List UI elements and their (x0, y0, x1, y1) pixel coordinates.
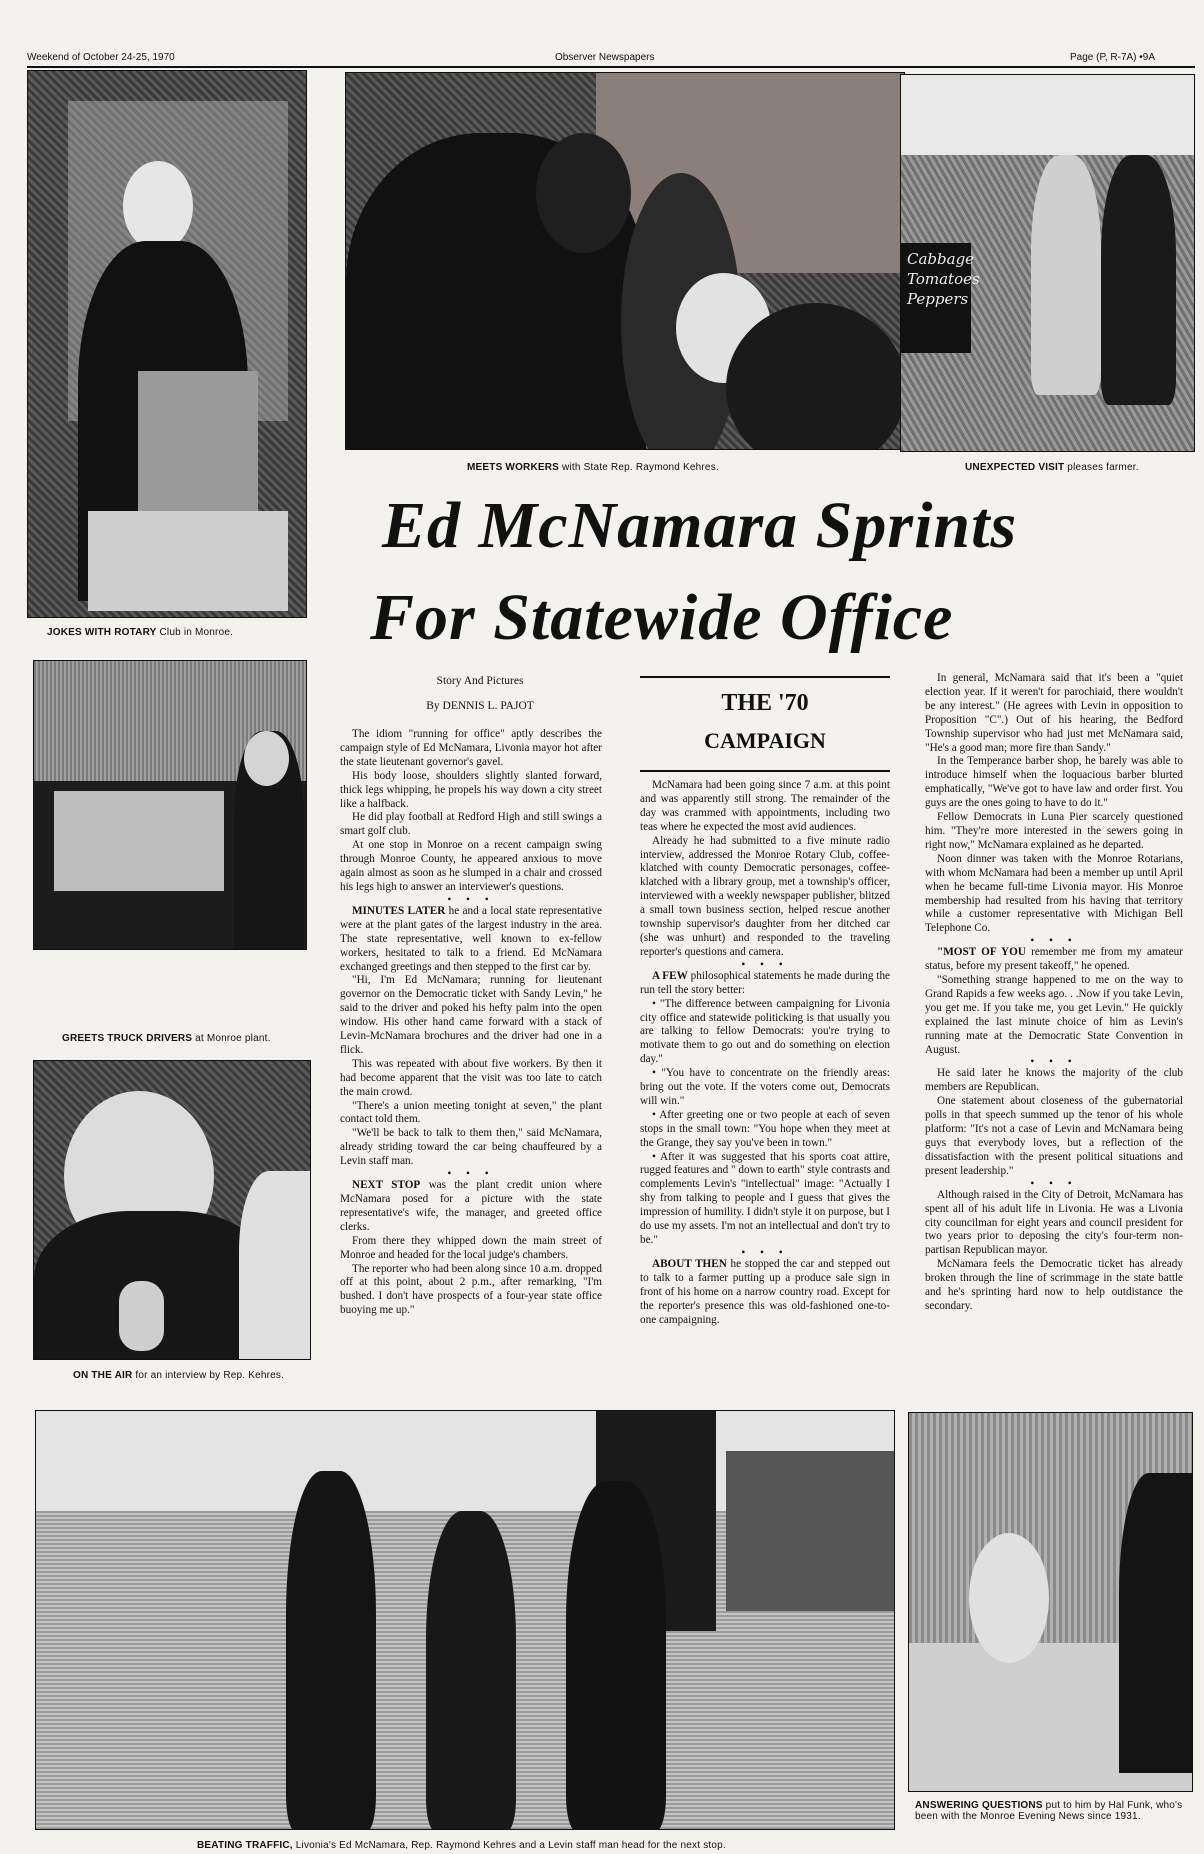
caption-farmer: UNEXPECTED VISIT pleases farmer. (965, 462, 1139, 473)
paragraph-text: He did play football at Redford High and still swings a smart golf club. (340, 811, 602, 838)
caption-questions: ANSWERING QUESTIONS put to him by Hal Funk, who's been with the Monroe Evening News since 1931. (915, 1800, 1183, 1822)
article-paragraph (640, 1067, 890, 1109)
article-paragraph (925, 853, 1183, 936)
paragraph-text: • "You have to concentrate on the friendly areas: bring out the vote. If the voters come out, Democrats will win." (640, 1067, 890, 1107)
article-paragraph (925, 1095, 1183, 1178)
paragraph-text: was the plant credit union where McNamara posed for a picture with the state representative's wife, the manager, and greeted office clerks. (340, 1179, 603, 1233)
article-paragraph (925, 1067, 1183, 1095)
article-paragraph (640, 1151, 890, 1248)
article-paragraph (340, 1179, 602, 1235)
headline-line-1: Ed McNamara Sprints (382, 489, 1018, 562)
header-rule (27, 66, 1195, 68)
paragraph-text: In the Temperance barber shop, he barely was able to introduce himself when the loquacious barber blurted emphatically, "We've got to have law and order first. You guys are the ones going to have to do it." (925, 755, 1183, 810)
article-paragraph (640, 779, 890, 835)
article-paragraph (925, 946, 1183, 974)
article-paragraph (340, 1100, 602, 1128)
campaign-title-1: THE '70 (721, 690, 809, 716)
photo-farmer-visit (900, 74, 1195, 452)
section-divider: • • • (741, 958, 789, 971)
caption-workers: MEETS WORKERS with State Rep. Raymond Kehres. (467, 462, 719, 473)
article-column-3 (925, 672, 1183, 1314)
photo-truck-drivers (33, 660, 307, 950)
paragraph-text: he and a local state representative were at the plant gates of the largest industry in the area. The state representative, well known to ex-fellow workers, hesitated to talk to a friend. Ed McNamara exchanged greetings and then stepped to the first car by. (340, 904, 602, 973)
paragraph-text: "There's a union meeting tonight at seven," the plant contact told them. (340, 1099, 602, 1126)
paragraph-text: This was repeated with about five workers. By then it had become apparent that the visit was too late to catch the main crowd. (340, 1057, 602, 1098)
paragraph-text: Already he had submitted to a five minute radio interview, addressed the Monroe Rotary Club, coffee-klatched with county Democratic personages, coffee-klatched with a library group, met a township's officer, interviewed with a weekly newspaper publisher, blitzed a small town business section, helped rescue another township supervisor's daughter from her ditched car (she was unhurt) and responded to the traveling reporter's questions and camera. (640, 834, 890, 958)
farm-sign: Cabbage Tomatoes Peppers (901, 243, 971, 353)
article-column-1 (340, 728, 602, 1318)
header-date: Weekend of October 24-25, 1970 (27, 52, 175, 63)
paragraph-text: • "The difference between campaigning for Livonia city office and statewide politicking is that usually you are talking to fellow Democrats: you're trying to motivate them to go out and do something on election day." (640, 997, 890, 1066)
photo-beating-traffic (35, 1410, 895, 1830)
paragraph-text: "Hi, I'm Ed McNamara; running for lieutenant governor on the Democratic ticket with Sandy Levin," he said to the driver and poked his hefty palm into the open window. His other hand came forward with a stack of Levin-McNamara brochures and the driver had one in a flick. (340, 974, 602, 1056)
paragraph-text: Fellow Democrats in Luna Pier scarcely questioned him. "They're more interested in the sewers going in right now," McNamara explained as he departed. (925, 811, 1183, 851)
paragraph-text: Although raised in the City of Detroit, McNamara has spent all of his adult life in Livonia. He was a Livonia city councilman for eight years and council president for two years prior to deposing the city's four-term non-partisan Republican mayor. (925, 1188, 1183, 1257)
article-paragraph (340, 1127, 602, 1169)
photo-answering-questions (908, 1412, 1193, 1792)
header-page-number: Page (P, R-7A) •9A (1070, 52, 1156, 63)
section-divider: • • • (1030, 1056, 1078, 1069)
article-paragraph (640, 1109, 890, 1151)
article-paragraph (925, 811, 1183, 853)
article-paragraph (340, 811, 602, 839)
paragraph-text: McNamara had been going since 7 a.m. at this point and was apparently still strong. The remainder of the day was crammed with appointments, including two teas where he expected the most avid audiences. (640, 779, 890, 833)
paragraph-text: McNamara feels the Democratic ticket has already broken through the line of scrimmage in the state battle and he's sprinting hard now to help outdistance the secondary. (925, 1258, 1183, 1312)
paragraph-text: "Something strange happened to me on the way to Grand Rapids a few weeks ago. . .Now if you take Levin, you get me. If you take me, you get Levin." He quickly explained the last minute choice of him as Levin's running mate at the Democratic State Convention in August. (925, 974, 1183, 1056)
paragraph-text: From there they whipped down the main street of Monroe and headed for the local judge's chambers. (340, 1234, 602, 1261)
article-paragraph (925, 1258, 1183, 1314)
caption-traffic: BEATING TRAFFIC, Livonia's Ed McNamara, Rep. Raymond Kehres and a Levin staff man head for the next stop. (197, 1840, 726, 1851)
article-paragraph (340, 770, 602, 812)
section-divider: • • • (447, 893, 495, 906)
article-paragraph (640, 970, 890, 998)
header-publication: Observer Newspapers (555, 52, 655, 63)
paragraph-text: • After greeting one or two people at each of seven stops in the small town: "You hope when they meet at the Grange, they say you've been in town." (640, 1108, 890, 1149)
paragraph-text: One statement about closeness of the gubernatorial polls in that speech summed up the tenor of his whole platform: "It's not a case of Levin and McNamara being guys that everybody loves, but a reflection of the dissatisfaction with the present political situations and present leadership." (925, 1095, 1183, 1177)
caption-rotary: JOKES WITH ROTARY Club in Monroe. (47, 627, 234, 638)
section-divider: • • • (447, 1168, 495, 1181)
paragraph-text: Noon dinner was taken with the Monroe Rotarians, with whom McNamara had been a member up until April when he became full-time Livonia mayor. His Monroe membership had resulted from his having that territory while a customer representative with Michigan Bell Telephone Co. (925, 852, 1183, 935)
paragraph-text: At one stop in Monroe on a recent campaign swing through Monroe County, he appeared anxious to move again almost as soon as he slumped in a chair and crossed his legs high to answer an interviewer's questions. (340, 839, 602, 893)
campaign-rule-bottom (640, 770, 890, 772)
paragraph-text: The reporter who had been along since 10 a.m. dropped off at this point, about 2 p.m., after remarking, "I'm bushed. I don't have prospects of a four-year state office buoying me up." (340, 1262, 602, 1317)
section-divider: • • • (1030, 935, 1078, 948)
article-paragraph (340, 1058, 602, 1100)
photo-on-the-air (33, 1060, 311, 1360)
paragraph-text: "We'll be back to talk to them then," said McNamara, already striding toward the car being chauffeured by a Levin staff man. (340, 1127, 602, 1168)
article-paragraph (640, 1258, 890, 1328)
paragraph-text: His body loose, shoulders slightly slanted forward, thick legs whipping, he propels his way down a city street like a halfback. (340, 769, 602, 810)
paragraph-lead-in: MINUTES LATER (352, 904, 446, 917)
paragraph-text: The idiom "running for office" aptly describes the campaign style of Ed McNamara, Livonia mayor hot after the state lieutenant governor's gavel. (340, 728, 602, 768)
paragraph-text: He said later he knows the majority of the club members are Republican. (925, 1067, 1183, 1094)
paragraph-text: remember me from my amateur status, before my present takeoff," he opened. (925, 946, 1183, 973)
article-paragraph (640, 998, 890, 1068)
article-paragraph (340, 839, 602, 895)
paragraph-text: he stopped the car and stepped out to talk to a farmer putting up a produce sale sign in front of his home on a narrow country road. Except for the reporter's presence this was old-fashioned one-to-one campaigning. (640, 1257, 891, 1326)
article-paragraph (925, 672, 1183, 755)
headline-line-2: For Statewide Office (370, 581, 954, 654)
article-column-2 (640, 779, 890, 1327)
paragraph-text: In general, McNamara said that it's been a "quiet election year. If it weren't for parochiaid, there wouldn't be any interest." (He agrees with Levin in opposition to Proposition "C".) Out of his hearing, the Bedford Township supervisor who had just met McNamara said, "He's a good man; more fire than Sandy." (925, 672, 1183, 754)
paragraph-lead-in: NEXT STOP (352, 1179, 421, 1192)
byline-author: By DENNIS L. PAJOT (426, 700, 534, 712)
article-paragraph (925, 1189, 1183, 1259)
caption-truck: GREETS TRUCK DRIVERS at Monroe plant. (62, 1033, 271, 1044)
article-paragraph (340, 728, 602, 770)
paragraph-lead-in: ABOUT THEN (652, 1257, 727, 1270)
paragraph-text: philosophical statements he made during the run tell the story better: (640, 969, 890, 996)
article-paragraph (925, 755, 1183, 811)
article-paragraph (340, 1263, 602, 1319)
section-divider: • • • (1030, 1177, 1078, 1190)
photo-meets-workers (345, 72, 905, 450)
paragraph-lead-in: A FEW (652, 969, 688, 982)
article-paragraph (340, 1235, 602, 1263)
section-divider: • • • (741, 1246, 789, 1259)
article-paragraph (340, 974, 602, 1057)
photo-rotary-club (27, 70, 307, 618)
article-paragraph (640, 835, 890, 960)
article-paragraph (340, 905, 602, 975)
byline-credit: Story And Pictures (436, 675, 524, 687)
paragraph-lead-in: "MOST OF YOU (937, 946, 1026, 959)
paragraph-text: • After it was suggested that his sports coat attire, rugged features and " down to earth" style contrasts and complements Levin's "intellectual" image: "Actually I shy from talking to people and I guess that gives the impression of humility. I didn't style it on purpose, but I do use my assets. I'm not an intellectual and don't try to be." (640, 1150, 890, 1246)
campaign-title-2: CAMPAIGN (704, 728, 826, 753)
caption-air: ON THE AIR for an interview by Rep. Kehres. (73, 1370, 285, 1381)
campaign-rule-top (640, 676, 890, 678)
article-paragraph (925, 974, 1183, 1057)
